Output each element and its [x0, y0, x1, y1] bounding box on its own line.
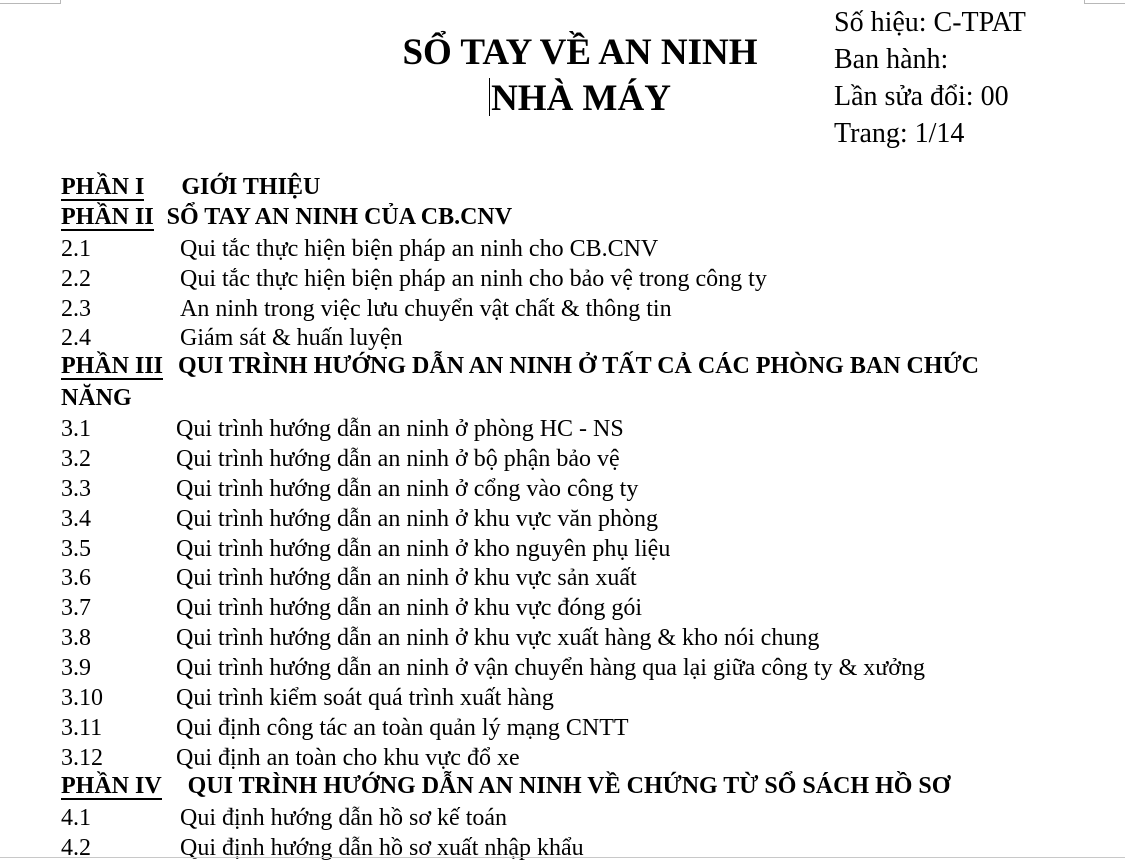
item-number: 3.6: [61, 565, 91, 591]
item-number: 2.4: [61, 325, 91, 351]
item-number: 3.1: [61, 416, 91, 442]
item-text: Qui định hướng dẫn hồ sơ xuất nhập khẩu: [180, 835, 584, 861]
item-text: Qui trình hướng dẫn an ninh ở vận chuyển hàng qua lại giữa công ty & xưởng: [176, 655, 925, 681]
item-number: 3.4: [61, 506, 91, 532]
section-label: PHẦN I: [61, 174, 145, 200]
page-number: Trang: 1/14: [834, 118, 965, 149]
item-text: Qui trình hướng dẫn an ninh ở kho nguyên phụ liệu: [176, 536, 671, 562]
item-number: 3.3: [61, 476, 91, 502]
item-number: 3.5: [61, 536, 91, 562]
list-item: [61, 713, 629, 743]
item-text: Qui trình kiểm soát quá trình xuất hàng: [176, 685, 554, 711]
item-number: 4.1: [61, 805, 91, 831]
list-item: [61, 563, 637, 593]
item-text: Giám sát & huấn luyện: [180, 325, 403, 351]
doc-code: Số hiệu: C-TPAT: [834, 7, 1026, 38]
list-item: [61, 414, 624, 444]
list-item: [61, 653, 925, 683]
list-item: [61, 294, 672, 324]
item-number: 2.3: [61, 296, 91, 322]
item-text: Qui trình hướng dẫn an ninh ở khu vực văn phòng: [176, 506, 659, 532]
item-number: 3.8: [61, 625, 91, 651]
list-item: [61, 444, 620, 474]
list-item: [61, 323, 403, 353]
section-heading-2: [61, 202, 512, 232]
item-number: 3.11: [61, 715, 103, 741]
text-cursor: [489, 78, 490, 116]
item-text: Qui tắc thực hiện biện pháp an ninh cho bảo vệ trong công ty: [180, 266, 767, 292]
item-text: Qui định hướng dẫn hồ sơ kế toán: [180, 805, 508, 831]
item-number: 3.10: [61, 685, 103, 711]
list-item: [61, 803, 507, 833]
title-line-1: SỔ TAY VỀ AN NINH: [402, 32, 758, 73]
issued-date: Ban hành:: [834, 44, 949, 75]
item-text: Qui trình hướng dẫn an ninh ở khu vực đóng gói: [176, 595, 643, 621]
page-bottom-edge: [0, 857, 1125, 858]
item-text: Qui trình hướng dẫn an ninh ở cổng vào công ty: [176, 476, 639, 502]
document-meta: [834, 4, 1026, 152]
item-number: 4.2: [61, 835, 91, 861]
item-number: 3.9: [61, 655, 91, 681]
list-item: [61, 534, 670, 564]
list-item: [61, 474, 638, 504]
section-heading-1: [61, 172, 320, 202]
page-corner-mark-right: [1084, 0, 1125, 4]
item-number: 2.1: [61, 236, 91, 262]
list-item: [61, 623, 819, 653]
section-heading-3-continuation: NĂNG: [61, 385, 132, 411]
item-text: Qui trình hướng dẫn an ninh ở bộ phận bảo vệ: [176, 446, 620, 472]
section-label: PHẦN IV: [61, 773, 162, 799]
item-text: Qui định an toàn cho khu vực đổ xe: [176, 745, 520, 771]
section-label: PHẦN III: [61, 353, 164, 379]
item-text: An ninh trong việc lưu chuyển vật chất & thông tin: [180, 296, 672, 322]
section-label: PHẦN II: [61, 204, 154, 230]
list-item: [61, 234, 658, 264]
revision-number: Lần sửa đổi: 00: [834, 81, 1009, 112]
list-item: [61, 593, 642, 623]
page-corner-mark-left: [0, 0, 61, 4]
item-number: 2.2: [61, 266, 91, 292]
section-heading-3: [61, 351, 979, 381]
item-text: Qui định công tác an toàn quản lý mạng CNTT: [176, 715, 629, 741]
list-item: [61, 683, 554, 713]
section-title: QUI TRÌNH HƯỚNG DẪN AN NINH VỀ CHỨNG TỪ SỔ SÁCH HỒ SƠ: [187, 773, 951, 799]
list-item: [61, 833, 584, 863]
item-text: Qui trình hướng dẫn an ninh ở khu vực xuất hàng & kho nói chung: [176, 625, 820, 651]
section-title: GIỚI THIỆU: [181, 174, 321, 200]
list-item: [61, 264, 767, 294]
document-title: [370, 30, 790, 122]
item-text: Qui tắc thực hiện biện pháp an ninh cho CB.CNV: [180, 236, 659, 262]
item-number: 3.2: [61, 446, 91, 472]
item-number: 3.12: [61, 745, 103, 771]
item-text: Qui trình hướng dẫn an ninh ở phòng HC - NS: [176, 416, 624, 442]
section-heading-4: [61, 771, 950, 801]
title-line-2-text: NHÀ MÁY: [491, 78, 671, 119]
item-text: Qui trình hướng dẫn an ninh ở khu vực sản xuất: [176, 565, 637, 591]
title-line-2: [370, 76, 790, 122]
list-item: [61, 504, 658, 534]
section-title: SỔ TAY AN NINH CỦA CB.CNV: [166, 204, 513, 230]
list-item: [61, 743, 520, 773]
item-number: 3.7: [61, 595, 91, 621]
section-title: QUI TRÌNH HƯỚNG DẪN AN NINH Ở TẤT CẢ CÁC PHÒNG BAN CHỨC: [178, 353, 979, 379]
